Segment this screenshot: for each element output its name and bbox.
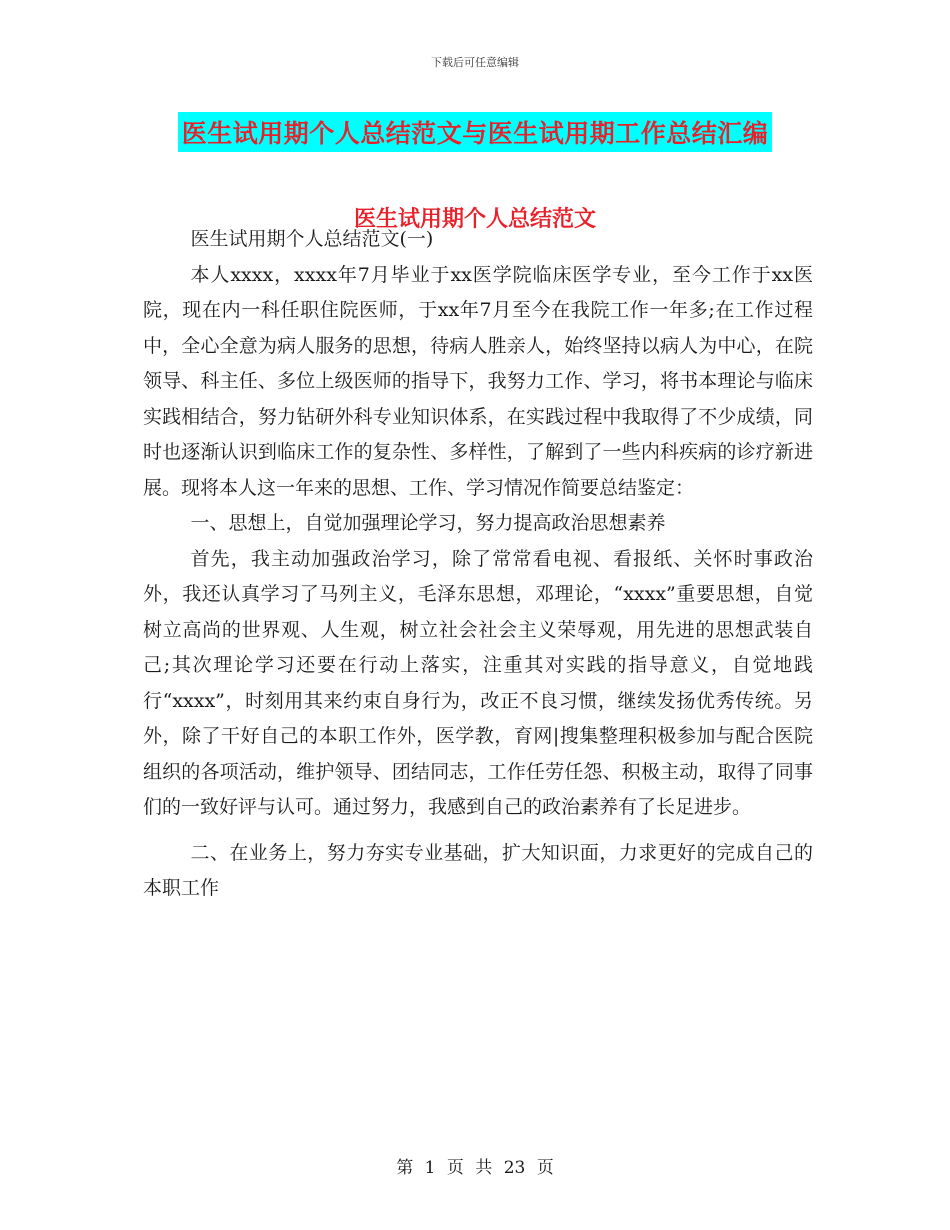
- paragraph: 本人xxxx，xxxx年7月毕业于xx医学院临床医学专业，至今工作于xx医院，现在内一科任职住院医师，于xx年7月至今在我院工作一年多;在工作过程中，全心全意为病人服务的思想，待病人胜亲人，始终坚持以病人为中心，在院领导、科主任、多位上级医师的指导下，我努力工作、学习，将书本理论与临床实践相结合，努力钻研外科专业知识体系，在实践过程中我取得了不少成绩，同时也逐渐认识到临床工作的复杂性、多样性，了解到了一些内科疾病的诊疗新进展。现将本人这一年来的思想、工作、学习情况作简要总结鉴定：: [143, 263, 813, 499]
- document-body: [143, 222, 813, 907]
- paragraph-heading: 一、思想上，自觉加强理论学习，努力提高政治思想素养: [190, 512, 666, 534]
- paragraph-heading: 二、在业务上，努力夯实专业基础，扩大知识面，力求更好的完成自己的本职工作: [143, 841, 813, 899]
- page-footer: 第 1 页 共 23 页: [396, 1158, 554, 1178]
- main-title: 医生试用期个人总结范文与医生试用期工作总结汇编: [178, 112, 773, 152]
- main-title-container: [0, 112, 950, 152]
- paragraph-heading: 医生试用期个人总结范文(一): [190, 228, 434, 250]
- header-note: 下载后可任意编辑: [431, 56, 519, 69]
- paragraph: 首先，我主动加强政治学习，除了常常看电视、看报纸、关怀时事政治外，我还认真学习了马列主义，毛泽东思想，邓理论，“xxxx”重要思想，自觉树立高尚的世界观、人生观，树立社会社会主义荣辱观，用先进的思想武装自己;其次理论学习还要在行动上落实，注重其对实践的指导意义，自觉地践行“xxxx”，时刻用其来约束自身行为，改正不良习惯，继续发扬优秀传统。另外，除了干好自己的本职工作外，医学教，育网|搜集整理积极参加与配合医院组织的各项活动，维护领导、团结同志，工作任劳任怨、积极主动，取得了同事们的一致好评与认可。通过努力，我感到自己的政治素养有了长足进步。: [143, 547, 813, 818]
- section-title: 医生试用期个人总结范文: [353, 206, 596, 232]
